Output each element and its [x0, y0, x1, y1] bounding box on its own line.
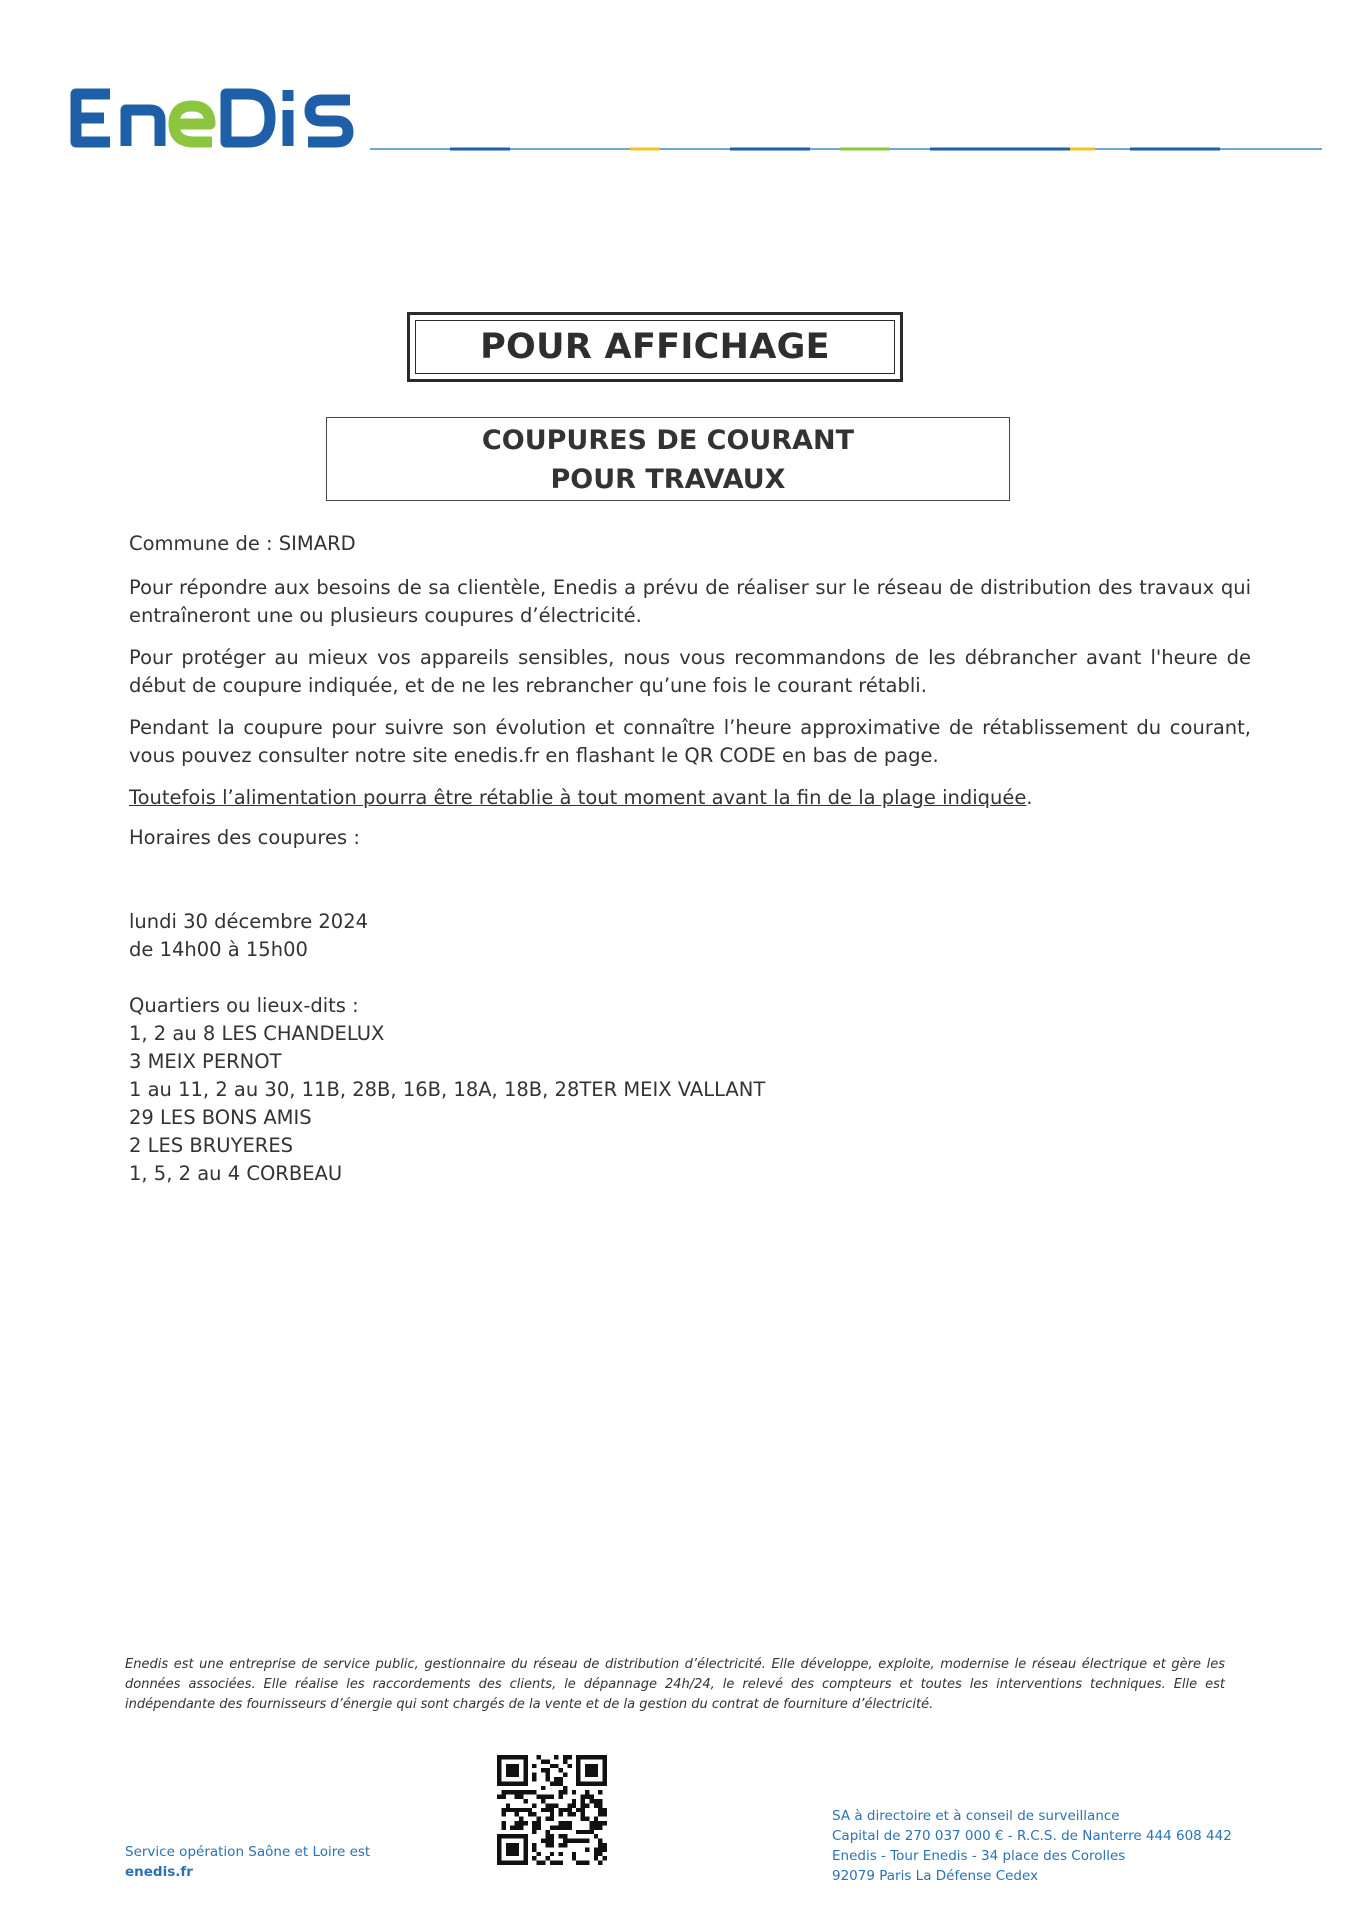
- list-item: 1, 5, 2 au 4 CORBEAU: [129, 1162, 343, 1185]
- service-line: Service opération Saône et Loire est: [125, 1844, 371, 1860]
- legal-block: [832, 1806, 1232, 1886]
- pour-affichage-title: POUR AFFICHAGE: [415, 320, 895, 374]
- list-item: 1, 2 au 8 LES CHANDELUX: [129, 1022, 385, 1045]
- list-item: 3 MEIX PERNOT: [129, 1050, 282, 1073]
- qr-paragraph: Pendant la coupure pour suivre son évolution et connaître l’heure approximative de rétablissement du courant, vous pouvez consulter notre site enedis.fr en flashant le QR CODE en bas de page.: [129, 716, 1251, 767]
- warning-line: [129, 784, 1251, 812]
- coupures-title-box: [326, 417, 1010, 501]
- legal-line: Enedis - Tour Enedis - 34 place des Corolles: [832, 1848, 1126, 1864]
- footer-company-note: Enedis est une entreprise de service public, gestionnaire du réseau de distribution d’électricité. Elle développe, exploite, modernise le réseau électrique et gère les données associées. Elle réalise les raccordements des clients, le dépannage 24h/24, le relevé des compteurs et toutes les interventions techniques. Elle est indépendante des fournisseurs d’énergie qui sont chargés de la vente et de la gestion du contrat de fourniture d’électricité.: [125, 1657, 1225, 1712]
- pour-affichage-box: [407, 312, 903, 382]
- list-item: 29 LES BONS AMIS: [129, 1106, 312, 1129]
- list-item: 2 LES BRUYERES: [129, 1134, 294, 1157]
- legal-line: 92079 Paris La Défense Cedex: [832, 1868, 1039, 1884]
- service-block: [125, 1842, 370, 1882]
- list-item: 1 au 11, 2 au 30, 11B, 28B, 16B, 18A, 18B, 28TER MEIX VALLANT: [129, 1078, 766, 1101]
- commune-line: Commune de : SIMARD: [129, 532, 356, 555]
- website-link[interactable]: enedis.fr: [125, 1864, 193, 1880]
- qr-code-icon: [497, 1755, 607, 1865]
- legal-line: SA à directoire et à conseil de surveillance: [832, 1808, 1120, 1824]
- appliance-paragraph: Pour protéger au mieux vos appareils sensibles, nous vous recommandons de les débrancher avant l'heure de début de coupure indiquée, et de ne les rebrancher qu’une fois le courant rétabli.: [129, 646, 1251, 697]
- header-rule: [370, 147, 1322, 151]
- quartiers-label: Quartiers ou lieux-dits :: [129, 994, 359, 1017]
- intro-paragraph: Pour répondre aux besoins de sa clientèle, Enedis a prévu de réaliser sur le réseau de distribution des travaux qui entraîneront une ou plusieurs coupures d’électricité.: [129, 576, 1251, 627]
- warning-text: Toutefois l’alimentation pourra être rétablie à tout moment avant la fin de la plage indiquée: [129, 786, 1027, 809]
- coupures-title-line2: POUR TRAVAUX: [550, 464, 786, 495]
- place-list: [129, 1020, 1251, 1188]
- legal-line: Capital de 270 037 000 € - R.C.S. de Nanterre 444 608 442: [832, 1828, 1232, 1844]
- outage-date: lundi 30 décembre 2024: [129, 910, 369, 933]
- enedis-logo: [70, 82, 355, 154]
- coupures-title-line1: COUPURES DE COURANT: [481, 425, 855, 456]
- outage-time: de 14h00 à 15h00: [129, 938, 308, 961]
- warning-period: .: [1026, 786, 1033, 809]
- horaires-label: Horaires des coupures :: [129, 826, 360, 849]
